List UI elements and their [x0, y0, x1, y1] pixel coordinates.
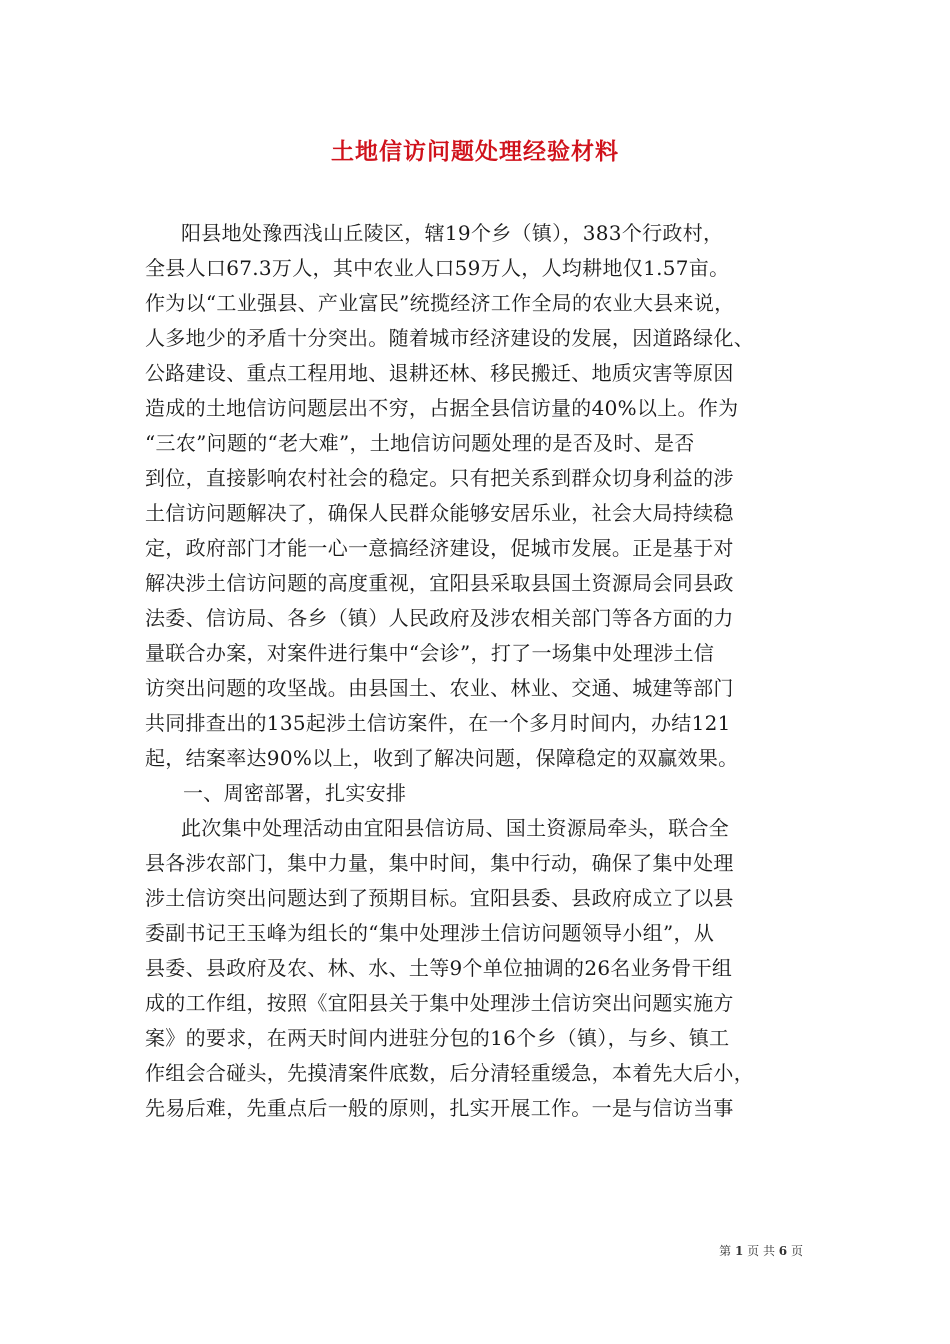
body-line: 土信访问题解决了，确保人民群众能够安居乐业，社会大局持续稳 — [145, 501, 734, 525]
body-line: 法委、信访局、各乡（镇）人民政府及涉农相关部门等各方面的力 — [145, 606, 734, 630]
body-line: 到位，直接影响农村社会的稳定。只有把关系到群众切身利益的涉 — [145, 466, 734, 490]
section-heading: 一、周密部署，扎实安排 — [183, 781, 407, 805]
body-line: 访突出问题的攻坚战。由县国土、农业、林业、交通、城建等部门 — [145, 676, 734, 700]
body-line: 案》的要求，在两天时间内进驻分包的16个乡（镇），与乡、镇工 — [145, 1026, 730, 1050]
page-footer — [719, 1242, 803, 1259]
body-line: 人多地少的矛盾十分突出。随着城市经济建设的发展，因道路绿化、 — [145, 326, 754, 350]
current-page-number: 1 — [734, 1244, 744, 1258]
body-line: 委副书记王玉峰为组长的“集中处理涉土信访问题领导小组”，从 — [145, 921, 715, 945]
body-line: 量联合办案，对案件进行集中“会诊”，打了一场集中处理涉土信 — [145, 641, 715, 665]
body-line: 定，政府部门才能一心一意搞经济建设，促城市发展。正是基于对 — [145, 536, 734, 560]
body-line: 造成的土地信访问题层出不穷，占据全县信访量的40%以上。作为 — [145, 396, 739, 420]
body-line: 公路建设、重点工程用地、退耕还林、移民搬迁、地质灾害等原因 — [145, 361, 734, 385]
footer-prefix: 第 — [719, 1244, 732, 1258]
body-line: 涉土信访突出问题达到了预期目标。宜阳县委、县政府成立了以县 — [145, 886, 734, 910]
body-line: 成的工作组，按照《宜阳县关于集中处理涉土信访突出问题实施方 — [145, 991, 734, 1015]
body-line: 起，结案率达90%以上，收到了解决问题，保障稳定的双赢效果。 — [145, 746, 739, 770]
body-line: 共同排查出的135起涉土信访案件，在一个多月时间内，办结121 — [145, 711, 731, 735]
body-line: 县各涉农部门，集中力量，集中时间，集中行动，确保了集中处理 — [145, 851, 734, 875]
footer-suffix: 页 — [790, 1244, 803, 1258]
document-title: 土地信访问题处理经验材料 — [331, 138, 619, 165]
total-page-count: 6 — [778, 1244, 788, 1258]
body-line: “三农”问题的“老大难”，土地信访问题处理的是否及时、是否 — [145, 431, 695, 455]
body-line: 全县人口67.3万人，其中农业人口59万人，人均耕地仅1.57亩。 — [145, 256, 730, 280]
body-line: 县委、县政府及农、林、水、土等9个单位抽调的26名业务骨干组 — [145, 956, 733, 980]
body-line: 作组会合碰头，先摸清案件底数，后分清轻重缓急，本着先大后小， — [145, 1061, 754, 1085]
footer-middle: 页 共 — [747, 1244, 775, 1258]
body-line: 作为以“工业强县、产业富民”统揽经济工作全局的农业大县来说， — [145, 291, 735, 315]
body-line: 先易后难，先重点后一般的原则，扎实开展工作。一是与信访当事 — [145, 1096, 734, 1120]
body-line: 此次集中处理活动由宜阳县信访局、国土资源局牵头，联合全 — [181, 816, 730, 840]
body-line: 阳县地处豫西浅山丘陵区，辖19个乡（镇），383个行政村， — [181, 221, 724, 245]
body-line: 解决涉土信访问题的高度重视，宜阳县采取县国土资源局会同县政 — [145, 571, 734, 595]
